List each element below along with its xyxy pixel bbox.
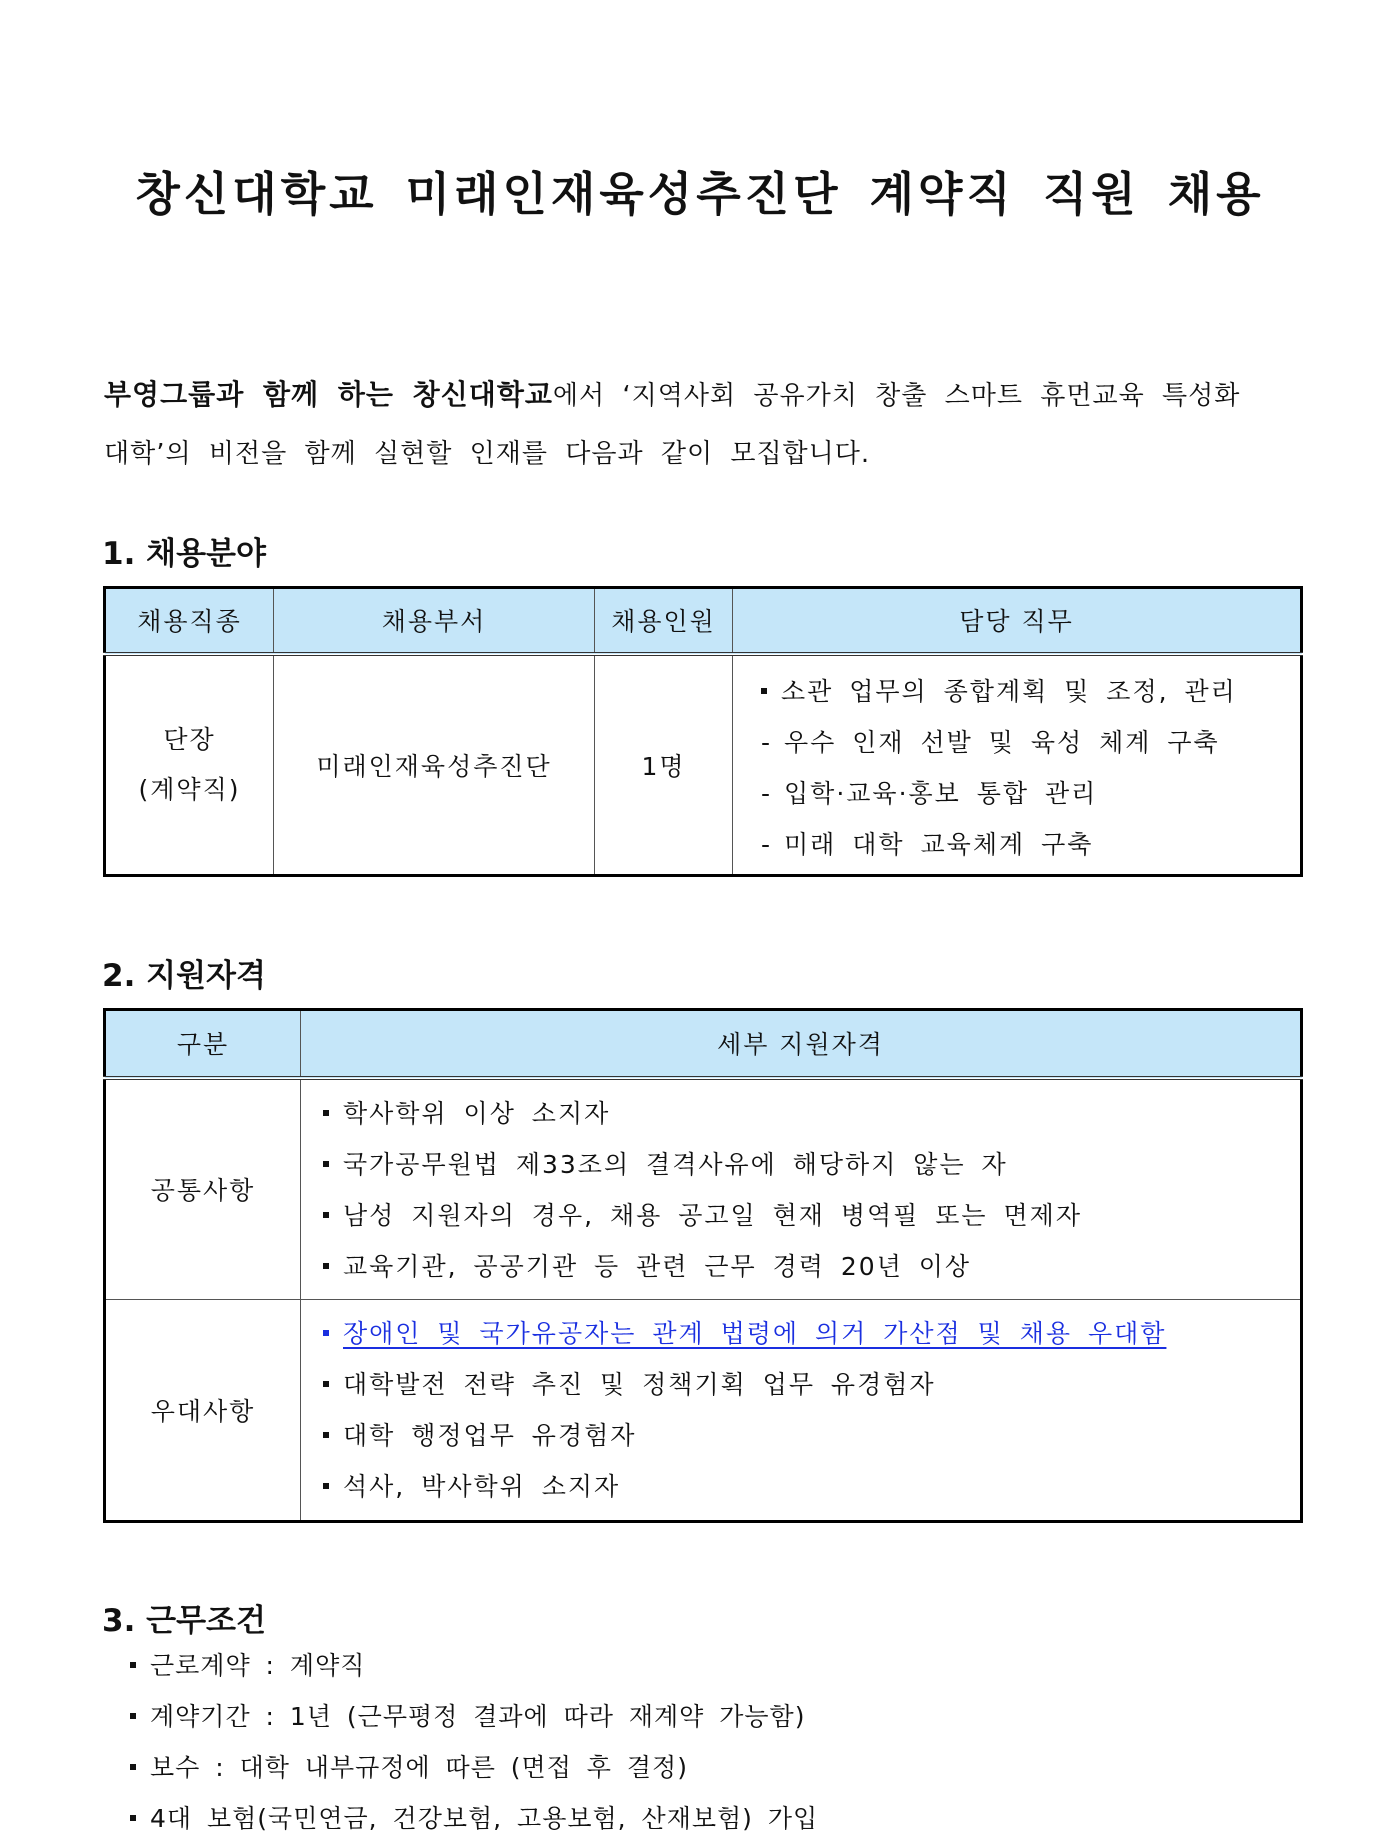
table-header-row	[105, 1010, 1302, 1078]
square-bullet-icon	[323, 1161, 329, 1167]
square-bullet-icon	[130, 1662, 136, 1668]
cell-common-items	[301, 1078, 1302, 1300]
square-bullet-icon	[323, 1212, 329, 1218]
square-bullet-icon	[323, 1110, 329, 1116]
condition-item: 보수 : 대학 내부규정에 따른 (면접 후 결정)	[130, 1742, 818, 1793]
preference-item: 대학 행정업무 유경험자	[323, 1410, 1300, 1461]
cell-headcount: 1명	[595, 654, 733, 876]
qualification-item: 학사학위 이상 소지자	[323, 1088, 1300, 1139]
table-row	[105, 1078, 1302, 1300]
table-header-row	[105, 588, 1302, 654]
square-bullet-icon	[130, 1764, 136, 1770]
header-detail: 세부 지원자격	[301, 1010, 1302, 1078]
square-bullet-icon	[130, 1815, 136, 1821]
section-title-work-conditions: 3. 근무조건	[102, 1603, 266, 1639]
condition-item: 근로계약 : 계약직	[130, 1640, 818, 1691]
cell-category-preference: 우대사항	[105, 1300, 301, 1522]
square-bullet-icon	[323, 1263, 329, 1269]
job-type-line1: 단장	[163, 724, 216, 754]
section-title-qualifications: 2. 지원자격	[102, 958, 266, 994]
intro-text: 에서 ‘지역사회 공유가치 창출 스마트 휴먼교육 특성화	[552, 381, 1241, 411]
cell-department: 미래인재육성추진단	[274, 654, 595, 876]
duty-item: - 우수 인재 선발 및 육성 체계 구축	[761, 717, 1300, 768]
preference-item: 석사, 박사학위 소지자	[323, 1461, 1300, 1512]
work-conditions-list	[130, 1640, 818, 1844]
qualification-item: 남성 지원자의 경우, 채용 공고일 현재 병역필 또는 면제자	[323, 1190, 1300, 1241]
duty-item: - 미래 대학 교육체계 구축	[761, 819, 1300, 870]
header-headcount: 채용인원	[595, 588, 733, 654]
dash-icon: -	[761, 778, 773, 808]
intro-bold-text: 부영그룹과 함께 하는 창신대학교	[104, 378, 553, 411]
header-department: 채용부서	[274, 588, 595, 654]
section-title-recruitment-field: 1. 채용분야	[102, 536, 266, 572]
header-duties: 담당 직무	[733, 588, 1302, 654]
document-title: 창신대학교 미래인재육성추진단 계약직 직원 채용	[135, 167, 1265, 221]
duty-item: 소관 업무의 종합계획 및 조정, 관리	[761, 666, 1300, 717]
cell-category-common: 공통사항	[105, 1078, 301, 1300]
square-bullet-icon	[323, 1483, 329, 1489]
dash-icon: -	[761, 727, 773, 757]
square-bullet-icon	[323, 1330, 329, 1336]
square-bullet-icon	[130, 1713, 136, 1719]
condition-item: 4대 보험(국민연금, 건강보험, 고용보험, 산재보험) 가입	[130, 1793, 818, 1844]
job-type-line2: (계약직)	[138, 774, 241, 804]
duty-item: - 입학·교육·홍보 통합 관리	[761, 768, 1300, 819]
qualifications-table	[103, 1008, 1303, 1523]
preference-item: 대학발전 전략 추진 및 정책기획 업무 유경험자	[323, 1359, 1300, 1410]
intro-text-line2: 대학’의 비전을 함께 실현할 인재를 다음과 같이 모집합니다.	[104, 439, 871, 469]
table-row	[105, 1300, 1302, 1522]
dash-icon: -	[761, 829, 773, 859]
preference-link-item[interactable]: 장애인 및 국가유공자는 관계 법령에 의거 가산점 및 채용 우대함	[323, 1308, 1300, 1359]
header-category: 구분	[105, 1010, 301, 1078]
cell-preference-items	[301, 1300, 1302, 1522]
cell-job-type	[105, 654, 274, 876]
condition-item: 계약기간 : 1년 (근무평정 결과에 따라 재계약 가능함)	[130, 1691, 818, 1742]
square-bullet-icon	[323, 1381, 329, 1387]
qualification-item: 국가공무원법 제33조의 결격사유에 해당하지 않는 자	[323, 1139, 1300, 1190]
table-row	[105, 654, 1302, 876]
cell-duties	[733, 654, 1302, 876]
header-job-type: 채용직종	[105, 588, 274, 654]
square-bullet-icon	[761, 688, 767, 694]
qualification-item: 교육기관, 공공기관 등 관련 근무 경력 20년 이상	[323, 1241, 1300, 1292]
intro-paragraph	[104, 366, 1304, 483]
square-bullet-icon	[323, 1432, 329, 1438]
recruitment-field-table	[103, 586, 1303, 877]
